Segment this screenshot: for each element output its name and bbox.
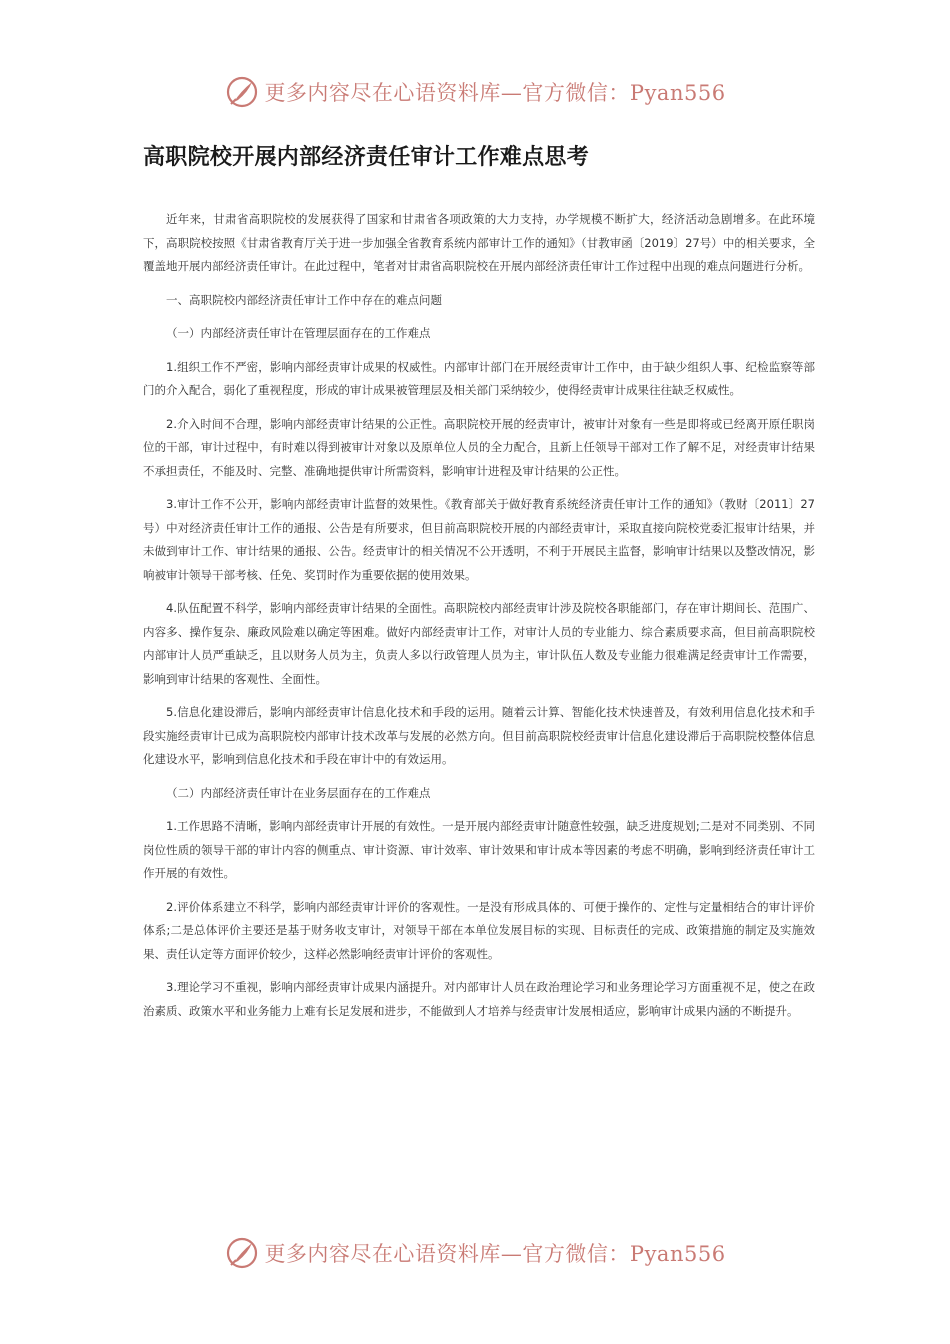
body-paragraph: 1.组织工作不严密，影响内部经责审计成果的权威性。内部审计部门在开展经责审计工作中，由于缺少组织人事、纪检监察等部门的介入配合，弱化了重视程度，形成的审计成果被管理层及相关部门采纳较少，使得经责审计成果往往缺乏权威性。 [143,359,815,397]
document-title: 高职院校开展内部经济责任审计工作难点思考 [143,145,590,170]
bottom-watermark-banner [0,1233,950,1273]
body-paragraph: 1.工作思路不清晰，影响内部经责审计开展的有效性。一是开展内部经责审计随意性较强，缺乏进度规划;二是对不同类别、不同岗位性质的领导干部的审计内容的侧重点、审计资源、审计效率、审计效果和审计成本等因素的考虑不明确，影响到经济责任审计工作开展的有效性。 [143,819,815,880]
watermark-text: 更多内容尽在心语资料库—官方微信：Pyan556 [264,1242,726,1266]
subsection-heading: （一）内部经济责任审计在管理层面存在的工作难点 [166,326,431,340]
document-body [143,208,815,1033]
body-paragraph: 2.介入时间不合理，影响内部经责审计结果的公正性。高职院校开展的经责审计，被审计对象有一些是即将或已经离开原任职岗位的干部，审计过程中，有时难以得到被审计对象以及原单位人员的全力配合，且新上任领导干部对工作了解不足，对经责审计结果不承担责任，不能及时、完整、准确地提供审计所需资料，影响审计进程及审计结果的公正性。 [143,416,815,478]
intro-paragraph: 近年来，甘肃省高职院校的发展获得了国家和甘肃省各项政策的大力支持，办学规模不断扩大，经济活动急剧增多。在此环境下，高职院校按照《甘肃省教育厅关于进一步加强全省教育系统内部审计工作的通知》（甘教审函〔2019〕27号）中的相关要求，全覆盖地开展内部经济责任审计。在此过程中，笔者对甘肃省高职院校在开展内部经济责任审计工作过程中出现的难点问题进行分析。 [143,212,815,273]
body-paragraph: 4.队伍配置不科学，影响内部经责审计结果的全面性。高职院校内部经责审计涉及院校各职能部门，存在审计期间长、范围广、内容多、操作复杂、廉政风险难以确定等困难。做好内部经责审计工作，对审计人员的专业能力、综合素质要求高，但目前高职院校内部审计人员严重缺乏，且以财务人员为主，负责人多以行政管理人员为主，审计队伍人数及专业能力很难满足经责审计工作需要，影响到审计结果的客观性、全面性。 [143,601,815,686]
subsection-heading: （二）内部经济责任审计在业务层面存在的工作难点 [166,785,431,800]
section-heading: 一、高职院校内部经济责任审计工作中存在的难点问题 [166,292,442,307]
body-paragraph: 3.审计工作不公开，影响内部经责审计监督的效果性。《教育部关于做好教育系统经济责任审计工作的通知》（教财〔2011〕27号）中对经济责任审计工作的通报、公告是有所要求，但目前高职院校开展的内部经责审计，采取直接向院校党委汇报审计结果，并未做到审计工作、审计结果的通报、公告。经责审计的相关情况不公开透明，不利于开展民主监督，影响审计结果以及整改情况，影响被审计领导干部考核、任免、奖罚时作为重要依据的使用效果。 [143,497,815,582]
quill-logo-icon [224,1235,260,1271]
body-paragraph: 2.评价体系建立不科学，影响内部经责审计评价的客观性。一是没有形成具体的、可便于操作的、定性与定量相结合的审计评价体系;二是总体评价主要还是基于财务收支审计，对领导干部在本单位发展目标的实现、目标责任的完成、政策措施的制定及实施效果、责任认定等方面评价较少，这样必然影响经责审计评价的客观性。 [143,899,815,961]
watermark-text: 更多内容尽在心语资料库—官方微信：Pyan556 [264,81,726,105]
top-watermark-banner [0,72,950,112]
quill-logo-icon [224,74,260,110]
body-paragraph: 5.信息化建设滞后，影响内部经责审计信息化技术和手段的运用。随着云计算、智能化技术快速普及，有效利用信息化技术和手段实施经责审计已成为高职院校内部审计技术改革与发展的必然方向。但目前高职院校经责审计信息化建设滞后于高职院校整体信息化建设水平，影响到信息化技术和手段在审计中的有效运用。 [143,705,815,766]
body-paragraph: 3.理论学习不重视，影响内部经责审计成果内涵提升。对内部审计人员在政治理论学习和业务理论学习方面重视不足，使之在政治素质、政策水平和业务能力上难有长足发展和进步，不能做到人才培养与经责审计发展相适应，影响审计成果内涵的不断提升。 [143,980,815,1018]
